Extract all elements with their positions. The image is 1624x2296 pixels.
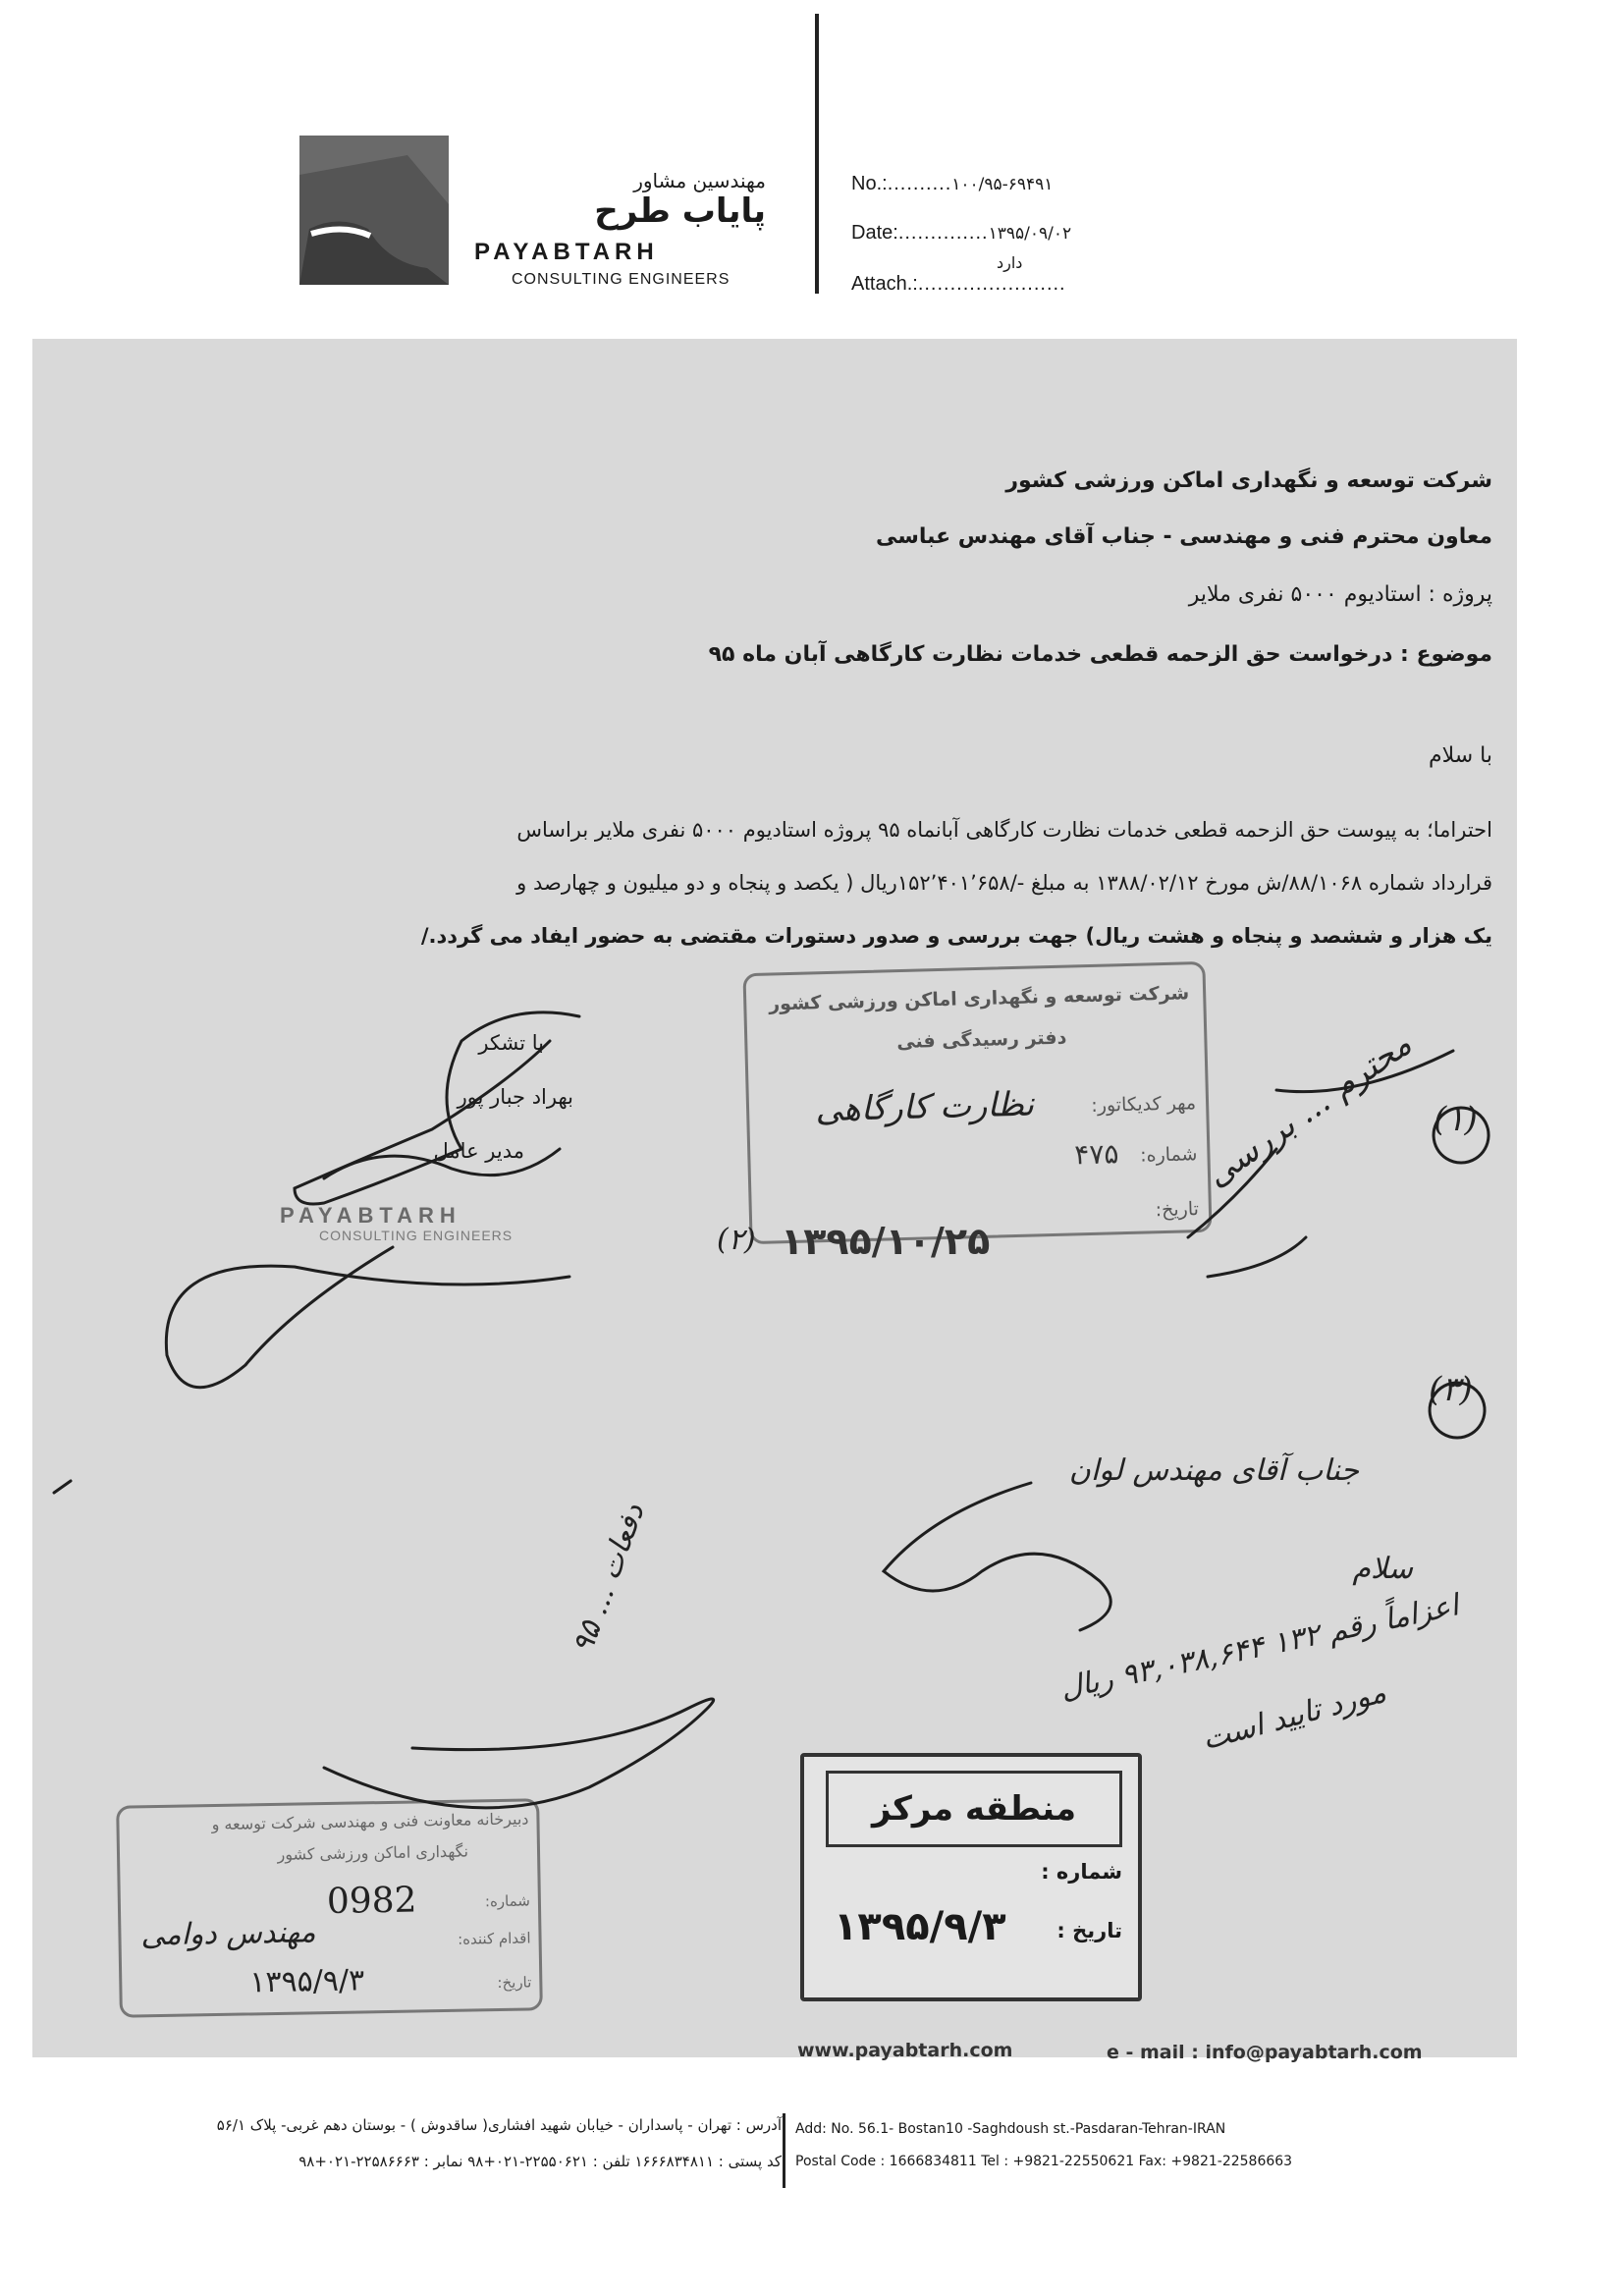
secretariat-action-label: اقدام کننده: [457, 1929, 531, 1948]
letter-attach-value: دارد [997, 253, 1023, 272]
letter-date-row: Date:..............۱۳۹۵/۰۹/۰۲ [851, 222, 1072, 244]
secretariat-action-value: مهندس دوامی [140, 1915, 316, 1953]
footer-postal-fa: کد پستی : ۱۶۶۶۸۳۴۸۱۱ تلفن : ۲۲۵۵۰۶۲۱-۰۲۱+۹۸ نمابر : ۲۲۵۸۶۶۶۳-۰۲۱+۹۸ [298, 2153, 782, 2170]
logo-mark [299, 136, 449, 285]
email-link[interactable]: e - mail : info@payabtarh.com [1107, 2042, 1423, 2063]
secretariat-stamp-line1: دبیرخانه معاونت فنی و مهندسی شرکت توسعه و [211, 1809, 529, 1834]
note-3-number: (۳) [1429, 1370, 1473, 1409]
center-number-label: شماره : [1041, 1860, 1122, 1884]
letter-attach-label: Attach.: [851, 273, 918, 295]
received-stamp-coord-label: مهر کدیکاتور: [1091, 1092, 1197, 1117]
note-3-line-2: سلام [1352, 1552, 1413, 1586]
company-subtitle-fa: مهندسین مشاور [633, 169, 766, 192]
center-region-stamp [800, 1753, 1142, 2001]
note-2-number: (۲) [717, 1223, 756, 1257]
note-3-line-4: مورد تایید است [1198, 1674, 1390, 1758]
received-stamp-number-value: ۴۷۵ [1073, 1137, 1119, 1172]
secretariat-number-label: شماره: [484, 1891, 531, 1911]
note-3-line-3: اعزاماً رقم ۱۳۲ ۹۳,۰۳۸,۶۴۴ ریال [1056, 1588, 1462, 1707]
closing-line: با تشکر [478, 1031, 544, 1055]
center-date-label: تاریخ : [1056, 1919, 1122, 1942]
header-divider [815, 14, 819, 294]
company-logo [299, 136, 449, 285]
letter-number-label: No.: [851, 173, 888, 194]
received-stamp-date-label: تاریخ: [1155, 1198, 1200, 1222]
body-line-2: قرارداد شماره ۸۸/۱۰۶۸/ش مورخ ۱۳۸۸/۰۲/۱۲ به مبلغ -/۱۵۲٬۴۰۱٬۶۵۸ریال ( یکصد و پنجاه و دو میلیون و چهارصد و [516, 871, 1492, 895]
signer-title: مدیر عامل [433, 1139, 524, 1163]
company-seal-text: PAYABTARH [280, 1203, 461, 1228]
letter-date-label: Date: [851, 222, 898, 244]
letter-number-value: ۱۰۰/۹۵-۶۹۴۹۱ [951, 175, 1054, 194]
note-center-text: دفعات ... ۹۵ [566, 1499, 652, 1659]
letter-attach-row: Attach.:....................... [851, 273, 1066, 295]
secretariat-number-value: 0982 [326, 1880, 417, 1923]
letter-date-value: ۱۳۹۵/۰۹/۰۲ [988, 224, 1072, 244]
project-line: پروژه : استادیوم ۵۰۰۰ نفری ملایر [1188, 582, 1492, 607]
company-name-en: PAYABTARH [474, 239, 659, 265]
company-name-fa: پایاب طرح [594, 191, 766, 231]
recipient-line: شرکت توسعه و نگهداری اماکن ورزشی کشور [1005, 468, 1492, 493]
website-link[interactable]: www.payabtarh.com [797, 2040, 1013, 2061]
received-stamp [742, 961, 1212, 1244]
signer-name: بهراد جبار پور [457, 1085, 573, 1109]
received-stamp-org: شرکت توسعه و نگهداری اماکن ورزشی کشور [768, 982, 1190, 1015]
received-stamp-date-value: ۱۳۹۵/۱۰/۲۵ [781, 1220, 991, 1263]
attention-line: معاون محترم فنی و مهندسی - جناب آقای مهندس عباسی [875, 524, 1492, 549]
secretariat-stamp-line2: نگهداری اماکن ورزشی کشور [277, 1841, 469, 1864]
secretariat-stamp [116, 1798, 543, 2017]
received-stamp-dept: دفتر رسیدگی فنی [896, 1026, 1067, 1054]
subject-line: موضوع : درخواست حق الزحمه قطعی خدمات نظارت کارگاهی آبان ماه ۹۵ [708, 642, 1492, 667]
received-stamp-number-label: شماره: [1139, 1143, 1198, 1167]
secretariat-date-label: تاریخ: [497, 1973, 532, 1993]
center-region-title: منطقه مرکز [826, 1771, 1122, 1847]
body-line-3: یک هزار و ششصد و پنجاه و هشت ریال) جهت بررسی و صدور دستورات مقتضی به حضور ایفاد می گردد./ [420, 924, 1492, 948]
greeting-line: با سلام [1428, 743, 1492, 768]
note-3-line-1: جناب آقای مهندس لوان [1068, 1453, 1359, 1488]
footer-address-en: Add: No. 56.1- Bostan10 -Saghdoush st.-Pasdaran-Tehran-IRAN [795, 2121, 1226, 2137]
company-subtitle-en: CONSULTING ENGINEERS [512, 271, 731, 288]
center-date-value: ۱۳۹۵/۹/۳ [834, 1904, 1006, 1949]
note-1-number: (۱) [1434, 1100, 1478, 1139]
company-seal-subtext: CONSULTING ENGINEERS [319, 1228, 514, 1243]
body-line-1: احتراما؛ به پیوست حق الزحمه قطعی خدمات نظارت کارگاهی آبانماه ۹۵ پروژه استادیوم ۵۰۰۰ نفری ملایر براساس [516, 818, 1492, 842]
letter-number-row: No.:..........۱۰۰/۹۵-۶۹۴۹۱ [851, 173, 1054, 194]
footer-divider [783, 2113, 785, 2188]
secretariat-date-value: ۱۳۹۵/۹/۳ [249, 1963, 365, 2000]
footer-address-fa: آدرس : تهران - پاسداران - خیابان شهید افشاری( ساقدوش ) - بوستان دهم غربی- پلاک ۵۶/۱ [216, 2116, 782, 2134]
received-stamp-coord-value: نظارت کارگاهی [814, 1084, 1035, 1130]
note-1-text: محترم ... بررسی [1198, 1024, 1419, 1195]
footer-postal-en: Postal Code : 1666834811 Tel : +9821-22550621 Fax: +9821-22586663 [795, 2154, 1293, 2169]
